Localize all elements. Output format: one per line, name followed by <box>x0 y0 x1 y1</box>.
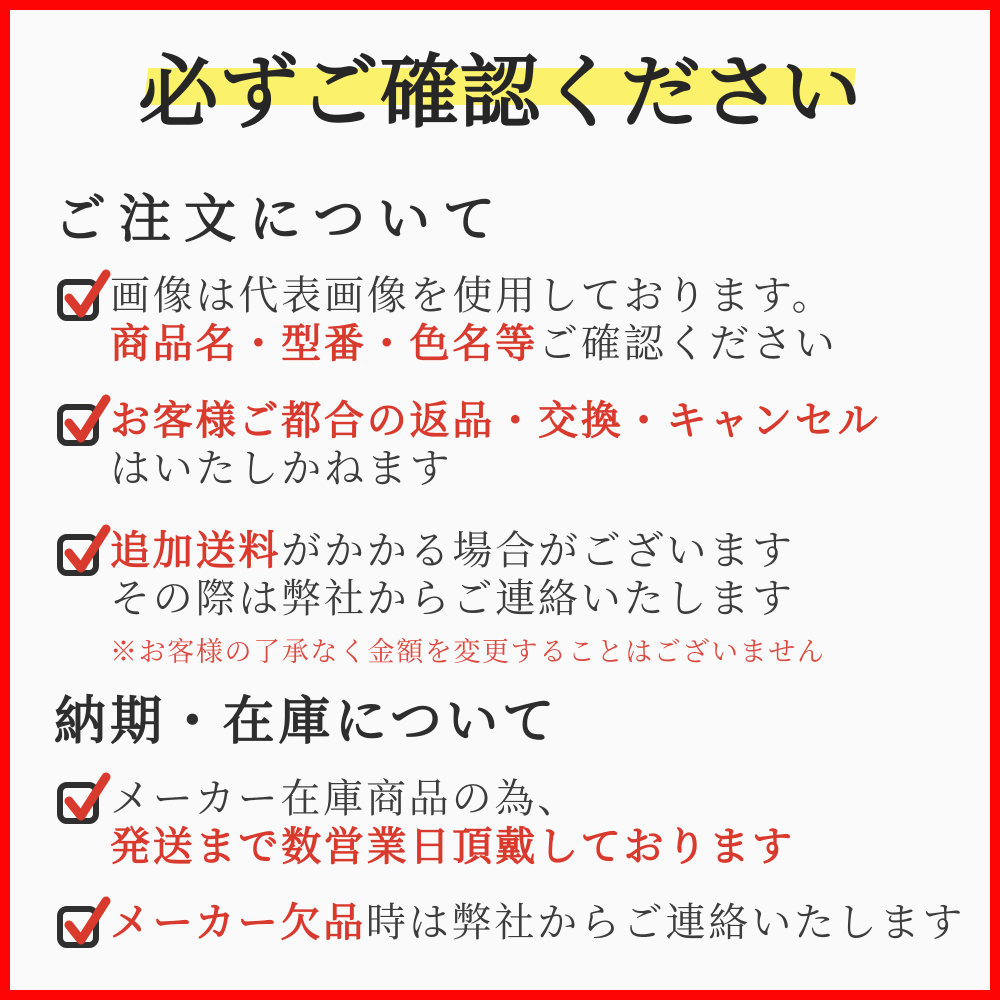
item-line <box>110 445 880 493</box>
item-text-segment: 時は弊社からご連絡いたします <box>366 900 966 945</box>
item-text <box>110 397 880 493</box>
list-item <box>56 397 970 493</box>
item-text-segment: 画像は代表画像を使用しております。 <box>110 273 835 318</box>
item-line <box>110 320 838 368</box>
item-text-segment-emphasis: メーカー欠品 <box>110 900 366 945</box>
item-text <box>110 899 965 947</box>
section-heading-order: ご注文について <box>54 192 508 249</box>
item-line <box>110 397 880 445</box>
item-text-segment-emphasis: 発送まで数営業日頂戴しております <box>110 824 795 869</box>
section-heading-stock: 納期・在庫について <box>54 694 559 751</box>
item-line <box>110 823 795 871</box>
checked-checkbox-icon <box>56 769 110 827</box>
page-title-text: 必ずご確認ください <box>138 50 862 138</box>
item-text-segment-emphasis: 商品名・型番・色名等 <box>110 321 538 366</box>
checked-checkbox-icon <box>56 266 110 324</box>
item-text <box>110 527 826 669</box>
item-text-segment: ご確認ください <box>538 321 838 366</box>
list-item <box>56 272 970 368</box>
item-line <box>110 899 965 947</box>
item-text-segment: はいたしかねます <box>110 446 453 491</box>
checked-checkbox-icon <box>56 893 110 951</box>
checked-checkbox-icon <box>56 521 110 579</box>
item-footnote-text: ※お客様の了承なく金額を変更することはございません <box>110 637 826 667</box>
item-text <box>110 775 795 871</box>
list-item <box>56 527 970 669</box>
item-text-segment: その際は弊社からご連絡いたします <box>110 576 795 621</box>
list-item <box>56 775 970 871</box>
page-title <box>10 44 990 144</box>
item-footnote <box>110 635 826 669</box>
item-text <box>110 272 838 368</box>
item-line <box>110 575 826 623</box>
item-text-segment-emphasis: お客様ご都合の返品・交換・キャンセル <box>110 398 881 443</box>
item-line <box>110 527 826 575</box>
item-text-segment: メーカー在庫商品の為、 <box>110 776 580 821</box>
list-item <box>56 899 970 951</box>
checked-checkbox-icon <box>56 391 110 449</box>
item-text-segment-emphasis: 追加送料 <box>110 528 282 573</box>
item-line <box>110 272 838 320</box>
item-line <box>110 775 795 823</box>
item-text-segment: がかかる場合がございます <box>281 528 795 573</box>
